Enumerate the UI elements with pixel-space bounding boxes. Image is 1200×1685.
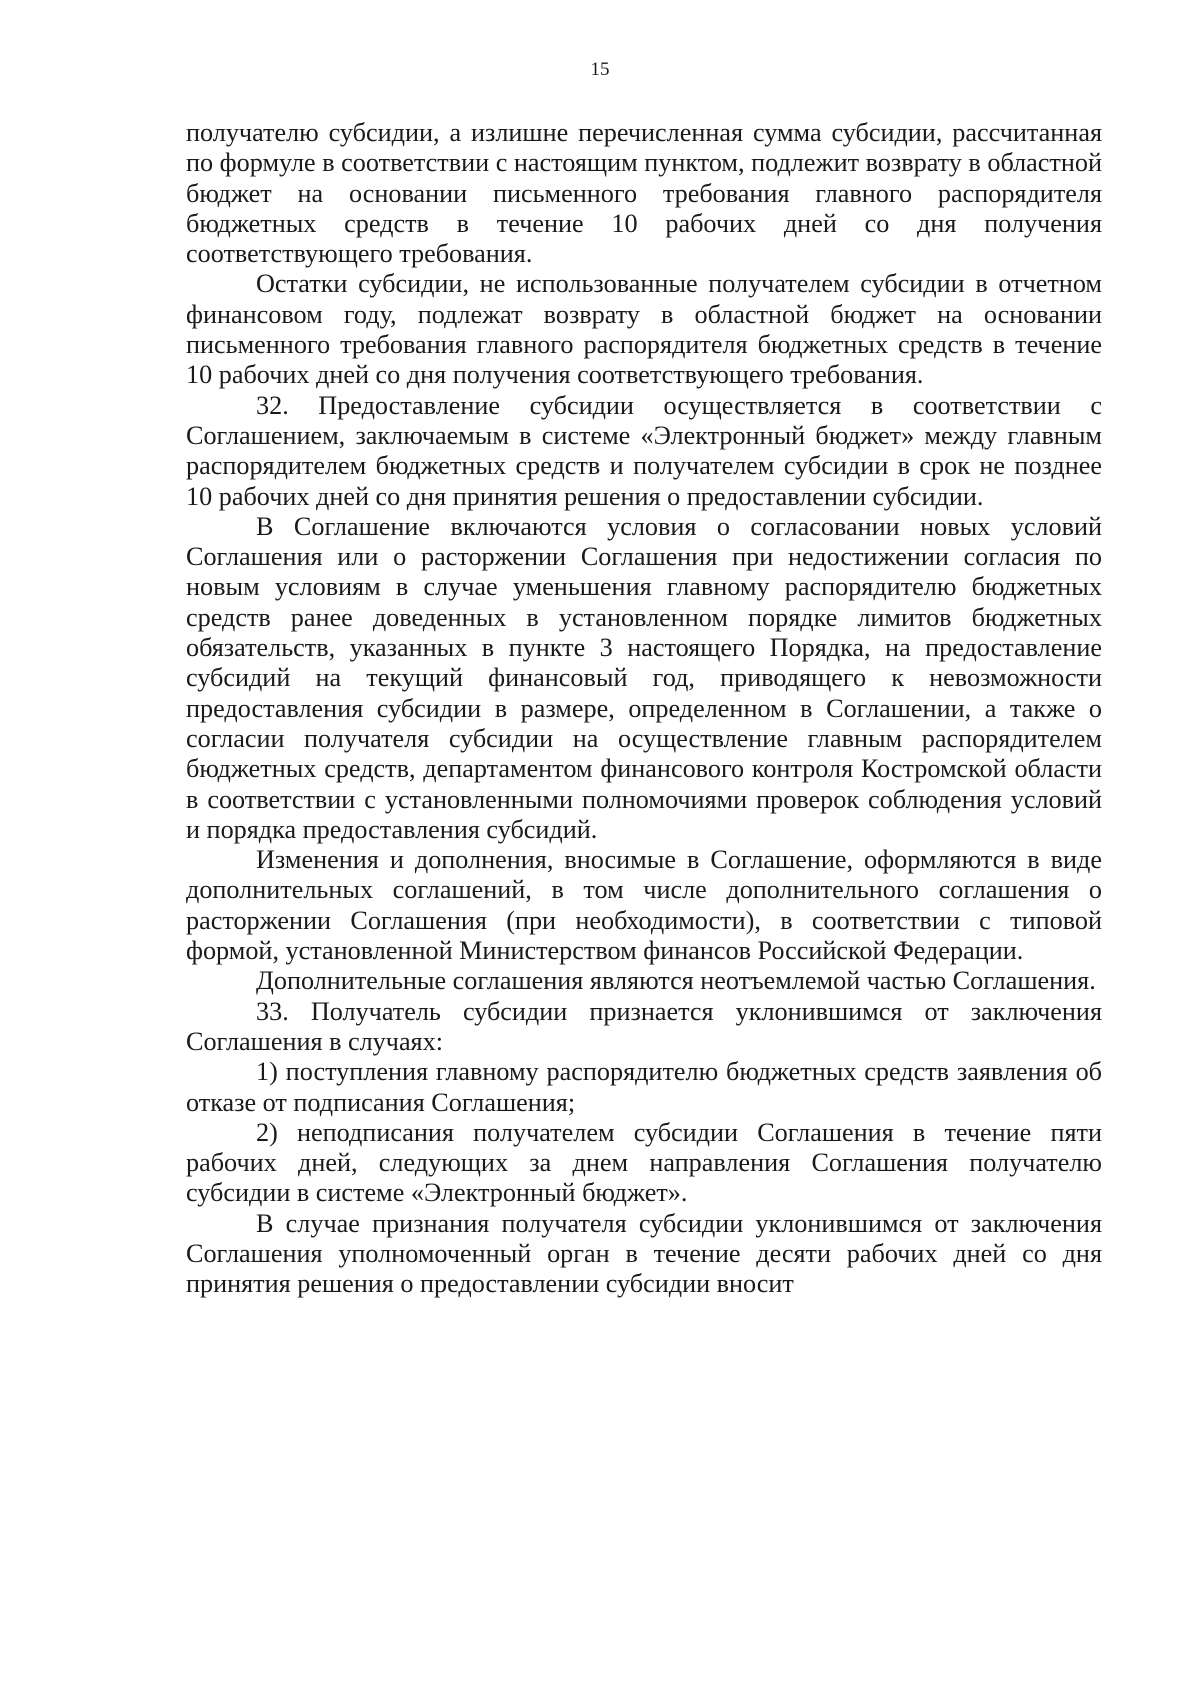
paragraph-additional-agreements: Дополнительные соглашения являются неотъемлемой частью Соглашения. bbox=[256, 966, 1096, 996]
paragraph-continued: получателю субсидии, а излишне перечисленная сумма субсидии, рассчитанная по формуле в соответствии с настоящим пунктом, подлежит возврату в областной бюджет на основании письменного требования главного распорядителя бюджетных средств в течение 10 рабочих дней со дня получения соответствующего требования. bbox=[186, 118, 1102, 269]
list-item-1: 1) поступления главному распорядителю бюджетных средств заявления об отказе от подписания Соглашения; bbox=[186, 1057, 1102, 1117]
paragraph-unused-balance: Остатки субсидии, не использованные получателем субсидии в отчетном финансовом году, подлежат возврату в областной бюджет на основании письменного требования главного распорядителя бюджетных средств в течение 10 рабочих дней со дня получения соответствующего требования. bbox=[186, 269, 1102, 390]
paragraph-clause-32: 32. Предоставление субсидии осуществляется в соответствии с Соглашением, заключаемым в системе «Электронный бюджет» между главным распорядителем бюджетных средств и получателем субсидии в срок не позднее 10 рабочих дней со дня принятия решения о предоставлении субсидии. bbox=[186, 390, 1102, 511]
document-body bbox=[186, 118, 1102, 1300]
paragraph-clause-33: 33. Получатель субсидии признается уклонившимся от заключения Соглашения в случаях: bbox=[186, 996, 1102, 1056]
paragraph-agreement-conditions: В Соглашение включаются условия о согласовании новых условий Соглашения или о расторжении Соглашения при недостижении согласия по новым условиям в случае уменьшения главному распорядителю бюджетных средств ранее доведенных в установленном порядке лимитов бюджетных обязательств, указанных в пункте 3 настоящего Порядка, на предоставление субсидий на текущий финансовый год, приводящего к невозможности предоставления субсидии в размере, определенном в Соглашении, а также о согласии получателя субсидии на осуществление главным распорядителем бюджетных средств, департаментом финансового контроля Костромской области в соответствии с установленными полномочиями проверок соблюдения условий и порядка предоставления субсидий. bbox=[186, 511, 1102, 844]
paragraph-amendments: Изменения и дополнения, вносимые в Соглашение, оформляются в виде дополнительных соглашений, в том числе дополнительного соглашения о расторжении Соглашения (при необходимости), в соответствии с типовой формой, установленной Министерством финансов Российской Федерации. bbox=[186, 845, 1102, 966]
list-item-2: 2) неподписания получателем субсидии Соглашения в течение пяти рабочих дней, следующих за днем направления Соглашения получателю субсидии в системе «Электронный бюджет». bbox=[186, 1117, 1102, 1208]
page-number: 15 bbox=[590, 59, 610, 80]
paragraph-evasion-case: В случае признания получателя субсидии уклонившимся от заключения Соглашения уполномоченный орган в течение десяти рабочих дней со дня принятия решения о предоставлении субсидии вносит bbox=[186, 1208, 1102, 1299]
